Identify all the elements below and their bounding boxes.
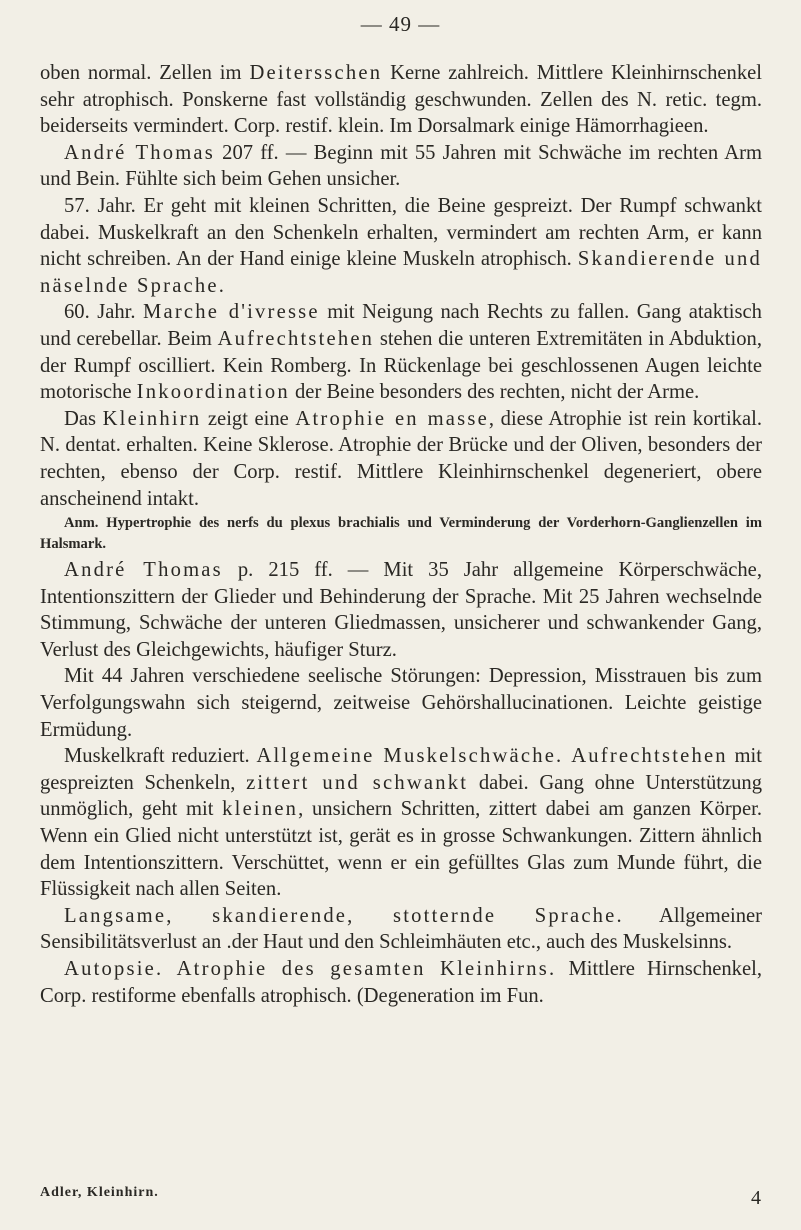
author-name: André Thomas	[64, 559, 223, 582]
paragraph: Muskelkraft reduziert. Allgemeine Muskelschwäche. Aufrechtstehen mit gespreizten Schenkeln, zittert und schwankt dabei. Gang ohne Unterstützung unmöglich, geht mit kleinen, unsichern Schritten, zittert dabei am ganzen Körper. Wenn ein Glied nicht unterstützt ist, gerät es in grosse Schwankungen. Zittern ähnlich dem Intentionszittern. Verschüttet, wenn er ein gefülltes Glas zum Munde führt, die Flüssigkeit nach allen Seiten.	[40, 745, 763, 901]
page-number: — 49 —	[360, 12, 441, 36]
paragraph: 57. Jahr. Er geht mit kleinen Schritten, die Beine gespreizt. Der Rumpf schwankt dabei. Muskelkraft an den Schenkeln erhalten, vermindert am rechten Arm, er kann nicht schreiben. An der Hand einige kleine Muskeln atrophisch. Skandierende und näselnde Sprache.	[40, 194, 762, 297]
paragraph: André Thomas p. 215 ff. — Mit 35 Jahr allgemeine Körperschwäche, Intentionszittern der Glieder und Behinderung der Sprache. Mit 25 Jahren wechselnde Stimmung, Schwäche der unteren Gliedmassen, unsicherer und schwankender Gang, Verlust des Gleichgewichts, häufiger Sturz.	[40, 559, 762, 661]
author-name: André Thomas	[64, 141, 215, 164]
running-footer: Adler, Kleinhirn.	[40, 1185, 159, 1200]
paragraph: Mit 44 Jahren verschiedene seelische Störungen: Depression, Misstrauen bis zum Verfolgungswahn sich steigernd, zeitweise Gehörshallucinationen. Leichte geistige Ermüdung.	[40, 665, 762, 741]
page-body	[40, 60, 762, 1009]
paragraph: André Thomas 207 ff. — Beginn mit 55 Jahren mit Schwäche im rechten Arm und Bein. Fühlte sich beim Gehen unsicher.	[40, 141, 762, 191]
page-footer	[40, 1185, 762, 1209]
paragraph: oben normal. Zellen im Deitersschen Kerne zahlreich. Mittlere Kleinhirnschenkel sehr atrophisch. Ponskerne fast vollständig geschwunden. Zellen des N. retic. tegm. beiderseits vermindert. Corp. restif. klein. Im Dorsalmark einige Hämorrhagieen.	[40, 62, 762, 138]
paragraph: Das Kleinhirn zeigt eine Atrophie en masse, diese Atrophie ist rein kortikal. N. dentat. erhalten. Keine Sklerose. Atrophie der Brücke und der Oliven, besonders der rechten, ebenso der Corp. restif. Mittlere Kleinhirnschenkel degeneriert, obere anscheinend intakt.	[40, 407, 762, 510]
signature-mark: 4	[751, 1187, 762, 1209]
footnote: Anm. Hypertrophie des nerfs du plexus brachialis und Verminderung der Vorderhorn-Ganglienzellen im Halsmark.	[40, 515, 762, 553]
paragraph: 60. Jahr. Marche d'ivresse mit Neigung nach Rechts zu fallen. Gang ataktisch und cerebellar. Beim Aufrechtstehen stehen die unteren Extremitäten in Abduktion, der Rumpf oscilliert. Kein Romberg. In Rückenlage bei geschlossenen Augen leichte motorische Inkoordination der Beine besonders des rechten, nicht der Arme.	[40, 301, 762, 404]
paragraph: Autopsie. Atrophie des gesamten Kleinhirns. Mittlere Hirnschenkel, Corp. restiforme ebenfalls atrophisch. (Degeneration im Fun.	[40, 958, 762, 1007]
paragraph: Langsame, skandierende, stotternde Sprache. Allgemeiner Sensibilitätsverlust an .der Haut und den Schleimhäuten etc., auch des Muskelsinns.	[40, 904, 762, 954]
